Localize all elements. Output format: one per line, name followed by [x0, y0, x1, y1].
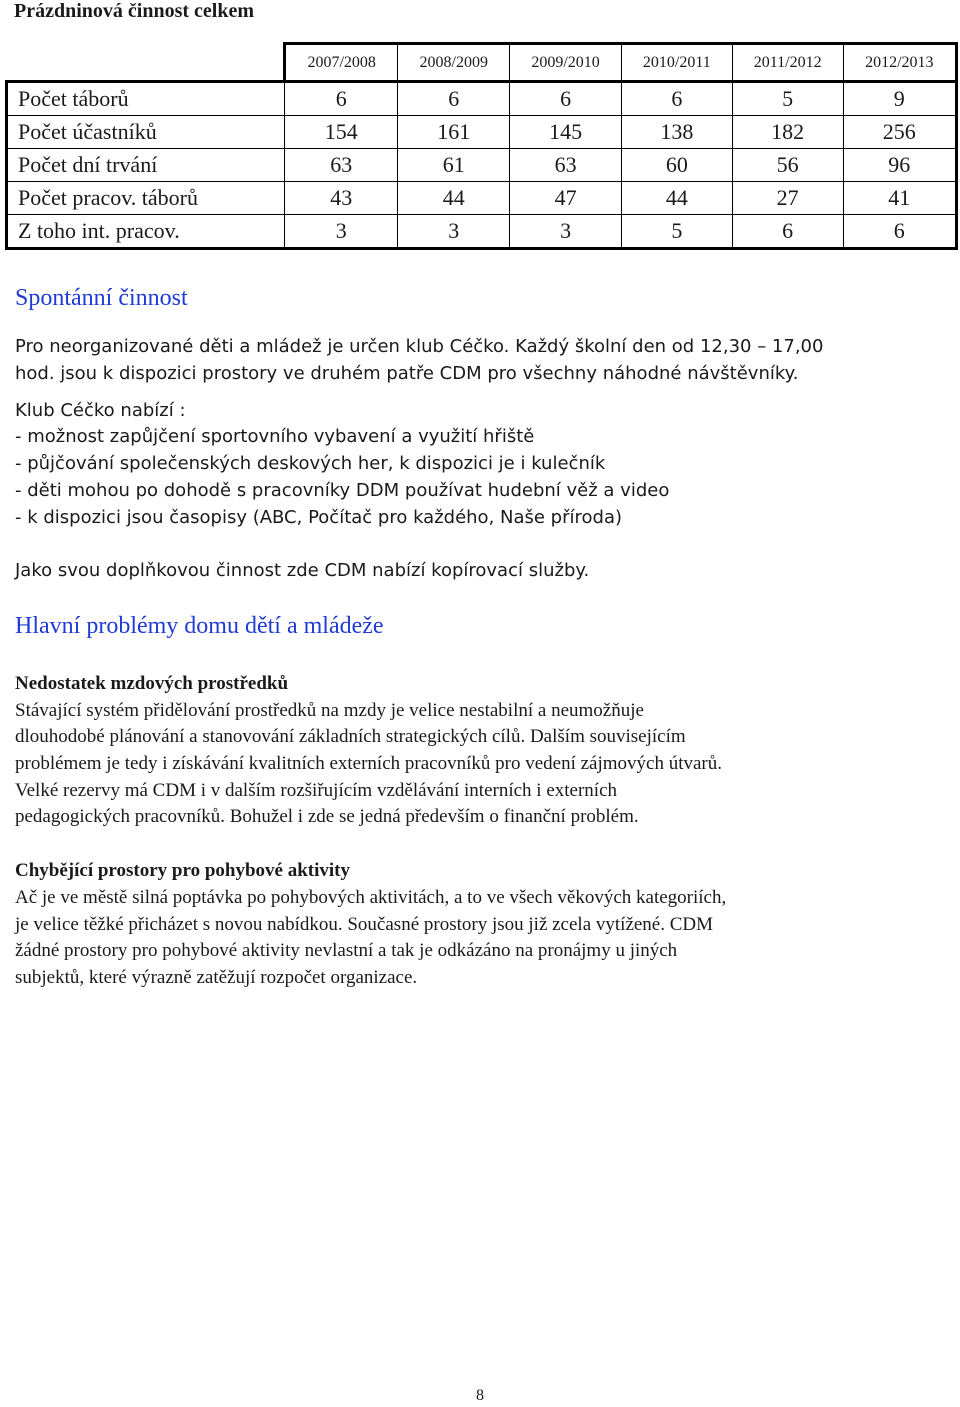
table-row — [7, 116, 957, 149]
table-cell: 43 — [285, 182, 398, 215]
year-header: 2008/2009 — [398, 44, 510, 82]
paragraph-line: hod. jsou k dispozici prostory ve druhém patře CDM pro všechny náhodné návštěvníky. — [15, 363, 799, 384]
problem-line: subjektů, které výrazně zatěžují rozpočet organizace. — [15, 967, 418, 988]
problem-line: je velice těžké přicházet s novou nabídkou. Současné prostory jsou již zcela vytížené. CDM — [15, 914, 714, 935]
table-row — [7, 182, 957, 215]
table-cell: 256 — [843, 116, 956, 149]
year-header: 2010/2011 — [621, 44, 732, 82]
row-label: Počet pracov. táborů — [7, 182, 285, 215]
year-header: 2007/2008 — [285, 44, 398, 82]
table-cell: 6 — [285, 82, 398, 116]
table-cell: 3 — [510, 215, 622, 249]
table-cell: 60 — [621, 149, 732, 182]
table-cell: 41 — [843, 182, 956, 215]
problem-line: Stávající systém přidělování prostředků na mzdy je velice nestabilní a neumožňuje — [15, 700, 644, 721]
offer-item: - k dispozici jsou časopisy (ABC, Počítač pro každého, Naše příroda) — [15, 507, 623, 528]
table-cell: 3 — [398, 215, 510, 249]
table-cell: 5 — [732, 82, 843, 116]
table-cell: 3 — [285, 215, 398, 249]
table-cell: 161 — [398, 116, 510, 149]
offer-item: - půjčování společenských deskových her, k dispozici je i kulečník — [15, 453, 606, 474]
table-cell: 44 — [621, 182, 732, 215]
problem-line: dlouhodobé plánování a stanovování základních strategických cílů. Dalším souvisejícím — [15, 726, 686, 747]
table-cell: 9 — [843, 82, 956, 116]
problem-line: problémem je tedy i získávání kvalitních externích pracovníků pro vedení zájmových útvarů. — [15, 753, 722, 774]
table-row — [7, 82, 957, 116]
row-label: Počet dní trvání — [7, 149, 285, 182]
table-cell: 63 — [285, 149, 398, 182]
table-cell: 145 — [510, 116, 622, 149]
problem-line: pedagogických pracovníků. Bohužel i zde se jedná především o finanční problém. — [15, 806, 639, 827]
table-cell: 47 — [510, 182, 622, 215]
section-heading-holiday: Prázdninová činnost celkem — [14, 0, 254, 22]
table-corner — [7, 44, 285, 82]
paragraph-line: Pro neorganizované děti a mládež je určen klub Céčko. Každý školní den od 12,30 – 17,00 — [15, 336, 824, 357]
year-header: 2012/2013 — [843, 44, 956, 82]
table-cell: 154 — [285, 116, 398, 149]
section-title-problems: Hlavní problémy domu dětí a mládeže — [15, 613, 384, 639]
table-cell: 6 — [732, 215, 843, 249]
problem-line: Ač je ve městě silná poptávka po pohybových aktivitách, a to ve všech věkových kategoriích, — [15, 887, 727, 908]
subsection-heading: Chybějící prostory pro pohybové aktivity — [15, 860, 350, 881]
table-cell: 63 — [510, 149, 622, 182]
year-header: 2011/2012 — [732, 44, 843, 82]
table-cell: 5 — [621, 215, 732, 249]
table-cell: 56 — [732, 149, 843, 182]
problem-line: Velké rezervy má CDM i v dalším rozšiřujícím vzdělávání interních i externích — [15, 780, 617, 801]
table-cell: 182 — [732, 116, 843, 149]
offer-intro: Klub Céčko nabízí : — [15, 400, 186, 421]
table-cell: 61 — [398, 149, 510, 182]
copy-service-note: Jako svou doplňkovou činnost zde CDM nabízí kopírovací služby. — [15, 560, 590, 581]
table-cell: 6 — [621, 82, 732, 116]
holiday-stats-table — [5, 42, 958, 250]
table-cell: 6 — [843, 215, 956, 249]
section-title-spontaneous: Spontánní činnost — [15, 285, 188, 311]
table-cell: 27 — [732, 182, 843, 215]
table-header-row — [7, 44, 957, 82]
row-label: Počet táborů — [7, 82, 285, 116]
problem-line: žádné prostory pro pohybové aktivity nevlastní a tak je odkázáno na pronájmy u jiných — [15, 940, 678, 961]
row-label: Z toho int. pracov. — [7, 215, 285, 249]
table-cell: 138 — [621, 116, 732, 149]
table-cell: 44 — [398, 182, 510, 215]
row-label: Počet účastníků — [7, 116, 285, 149]
table-cell: 96 — [843, 149, 956, 182]
offer-item: - děti mohou po dohodě s pracovníky DDM používat hudební věž a video — [15, 480, 670, 501]
page-number: 8 — [476, 1387, 484, 1404]
table-row — [7, 215, 957, 249]
offer-item: - možnost zapůjčení sportovního vybavení a využití hřiště — [15, 426, 535, 447]
subsection-heading: Nedostatek mzdových prostředků — [15, 673, 289, 694]
table-cell: 6 — [398, 82, 510, 116]
table-cell: 6 — [510, 82, 622, 116]
table-row — [7, 149, 957, 182]
year-header: 2009/2010 — [510, 44, 622, 82]
